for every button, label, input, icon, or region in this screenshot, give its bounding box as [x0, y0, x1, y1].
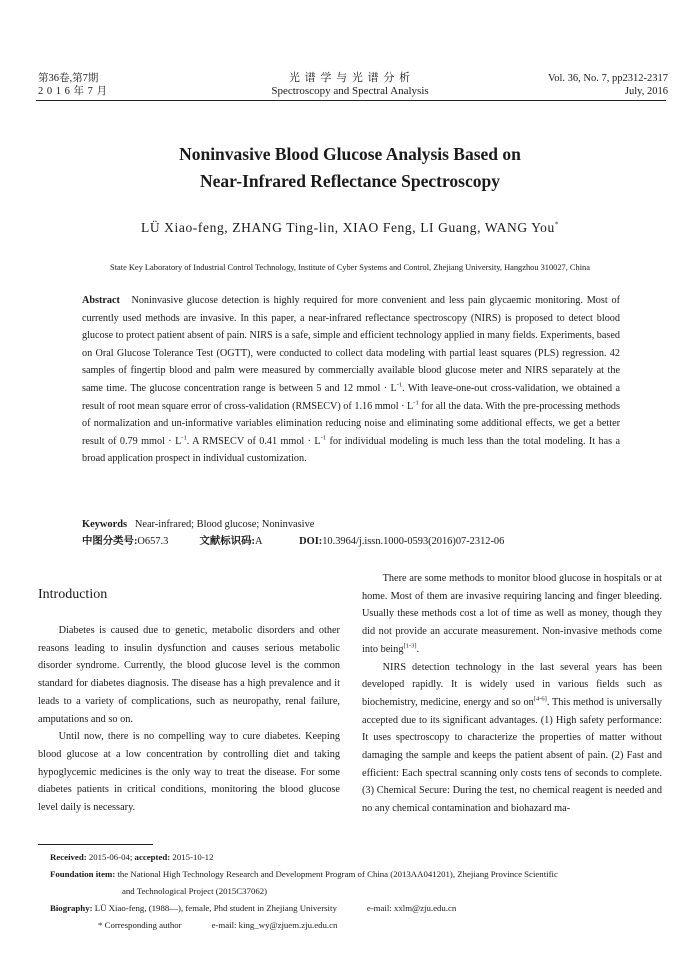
abstract-text-2: . With leave-one-out cross-validation, we obtained a result of root mean square error of cross-validation (RMSECV) of 1.16 mmol · L: [82, 382, 620, 412]
paper-title: [0, 141, 700, 195]
corresponding-author-note: * Corresponding author: [98, 920, 182, 930]
foundation-text: the National High Technology Research and Development Program of China (2013AA041201), Zhejiang Province Scientific: [117, 869, 558, 879]
corresponding-author-mark: *: [554, 220, 559, 229]
title-line-2: Near-Infrared Reflectance Spectroscopy: [199, 171, 500, 191]
abstract-label: Abstract: [82, 295, 120, 306]
doc-code-value: A: [254, 536, 262, 547]
journal-issue-header: [548, 72, 668, 98]
right-column-text: [362, 570, 662, 818]
abstract-text-5: for individual modeling is much less than the total modeling. It has a broad application prospect in individual customization.: [82, 435, 620, 465]
unit-superscript: -1: [413, 399, 419, 407]
journal-name-cn: 光 谱 学 与 光 谱 分 析: [288, 72, 412, 84]
abstract: [82, 292, 620, 468]
keywords-block: [82, 516, 620, 550]
received-line: [50, 849, 670, 866]
footnotes: [50, 849, 670, 934]
unit-superscript: -1: [396, 381, 403, 389]
foundation-line: [50, 866, 670, 883]
doi-value: 10.3964/j.issn.1000-0593(2016)07-2312-06: [322, 536, 505, 547]
paragraph-4-text-a: NIRS detection technology in the last several years has been developed rapidly. It is widely used in various fields such as biochemistry, medicine, energy and so on: [362, 661, 662, 708]
abstract-text-1: Noninvasive glucose detection is highly required for more convenient and less pain glycaemic monitoring. Most of currently used methods are invasive. In this paper, a near-infrared reflectance spectroscopy (NIRS) is proposed to detect blood glucose to protect patient absent of pain. NIRS is a safe, simple and efficient technology applied in many fields. Experiments, based on Oral Glucose Tolerance Test (OGTT), were conducted to collect data modeling with partial least squares (PLS) regression. 42 samples of fingertip blood and palm were measured by commercially available blood glucose meter and NIRS separately at the same time. The glucose concentration range is between 5 and 12 mmol · L: [82, 295, 621, 394]
clc-label: 中图分类号:: [82, 536, 138, 547]
unit-superscript: -1: [181, 434, 187, 442]
header-rule: [36, 100, 666, 101]
abstract-text-4: . A RMSECV of 0.41 mmol · L: [186, 435, 321, 447]
unit-superscript: -1: [320, 434, 327, 442]
biography-text: LÜ Xiao-feng, (1988—), female, Phd student in Zhejiang University: [94, 903, 337, 913]
author-names: LÜ Xiao-feng, ZHANG Ting-lin, XIAO Feng, LI Guang, WANG You: [141, 220, 555, 235]
intro-paragraph-3: [362, 570, 662, 659]
abstract-text-3: for all the data. With the pre-processing methods of normalization and un-informative variables elimination reducing noise and eliminating some additional effects, we get a better result of 0.79 mmol · L: [82, 400, 620, 447]
paragraph-3-text: There are some methods to monitor blood glucose in hospitals or at home. Most of them are invasive requiring lancing and finger bleeding. Usually these methods cost a lot of time as well as money, though they did not provide an accurate measurement. Non-invasive methods come into being: [362, 573, 662, 655]
corresponding-line: [50, 917, 670, 934]
author-email: e-mail: xxlm@zju.edu.cn: [366, 903, 457, 913]
accepted-date: 2015-10-12: [172, 852, 214, 862]
volume-issue-cn: 第36卷,第7期: [38, 73, 99, 84]
corresponding-email: e-mail: king_wy@zjuem.zju.edu.cn: [211, 920, 338, 930]
paragraph-3-end: .: [416, 643, 420, 655]
foundation-label: Foundation item:: [50, 869, 116, 879]
received-label: Received:: [50, 852, 87, 862]
citation-ref: [1-3]: [403, 642, 417, 650]
classification-line: [82, 533, 620, 550]
author-list: [0, 220, 700, 236]
journal-name-en: Spectroscopy and Spectral Analysis: [271, 85, 429, 97]
intro-paragraph-1: Diabetes is caused due to genetic, metabolic disorders and other reasons leading to insulin dysfunction and causes serious metabolic disorder syndrome. Currently, the blood glucose level is the common standard for diabetes diagnosis. The disease has a high prevalence and it leads to a variety of complications, such as neuropathy, renal failure, amputations and so on.: [38, 625, 340, 725]
keywords-line: [82, 516, 620, 533]
received-date: 2015-06-04;: [88, 852, 133, 862]
affiliation: State Key Laboratory of Industrial Control Technology, Institute of Cyber Systems and Control, Zhejiang University, Hangzhou 310027, China: [110, 263, 590, 272]
paragraph-4-text-b: . This method is universally accepted due to its significant advantages. (1) High safety performance: It uses spectroscopy to characterize the properties of matter without damaging the sample and keeps the patient absent of pain. (2) Fast and efficient: Each spectral scanning only costs tens of seconds to complete. (3) Chemical Secure: During the test, no chemical reagent is needed and no any chemical contamination and biohazard ma-: [362, 696, 663, 815]
keywords-text: Near-infrared; Blood glucose; Noninvasive: [134, 519, 315, 530]
intro-paragraph-4: [362, 659, 662, 818]
journal-name-header: [200, 72, 500, 98]
biography-label: Biography:: [50, 903, 93, 913]
journal-volume-header: [38, 72, 108, 98]
doc-code-label: 文献标识码:: [199, 536, 255, 547]
footnote-rule: [38, 844, 153, 845]
citation-ref: [4-6]: [533, 695, 547, 703]
left-column-text: [38, 622, 340, 817]
intro-paragraph-2: Until now, there is no compelling way to cure diabetes. Keeping blood glucose at a low concentration by controlling diet and taking hypoglycemic medicines is the only way to treat the disease. For some diabetes patients in critical conditions, monitoring the blood glucose level daily is necessary.: [38, 731, 340, 814]
accepted-label: accepted:: [134, 852, 171, 862]
doi-label: DOI:: [299, 536, 323, 547]
year-month-cn: 2 0 1 6 年 7 月: [38, 86, 108, 97]
issue-date-en: July, 2016: [624, 86, 668, 97]
biography-line: [50, 900, 670, 917]
title-line-1: Noninvasive Blood Glucose Analysis Based on: [179, 144, 521, 164]
volume-pages-en: Vol. 36, No. 7, pp2312-2317: [548, 73, 668, 84]
clc-value: O657.3: [137, 536, 169, 547]
introduction-heading: Introduction: [38, 587, 108, 602]
keywords-label: Keywords: [82, 519, 128, 530]
foundation-line-2: and Technological Project (2015C37062): [122, 886, 268, 896]
